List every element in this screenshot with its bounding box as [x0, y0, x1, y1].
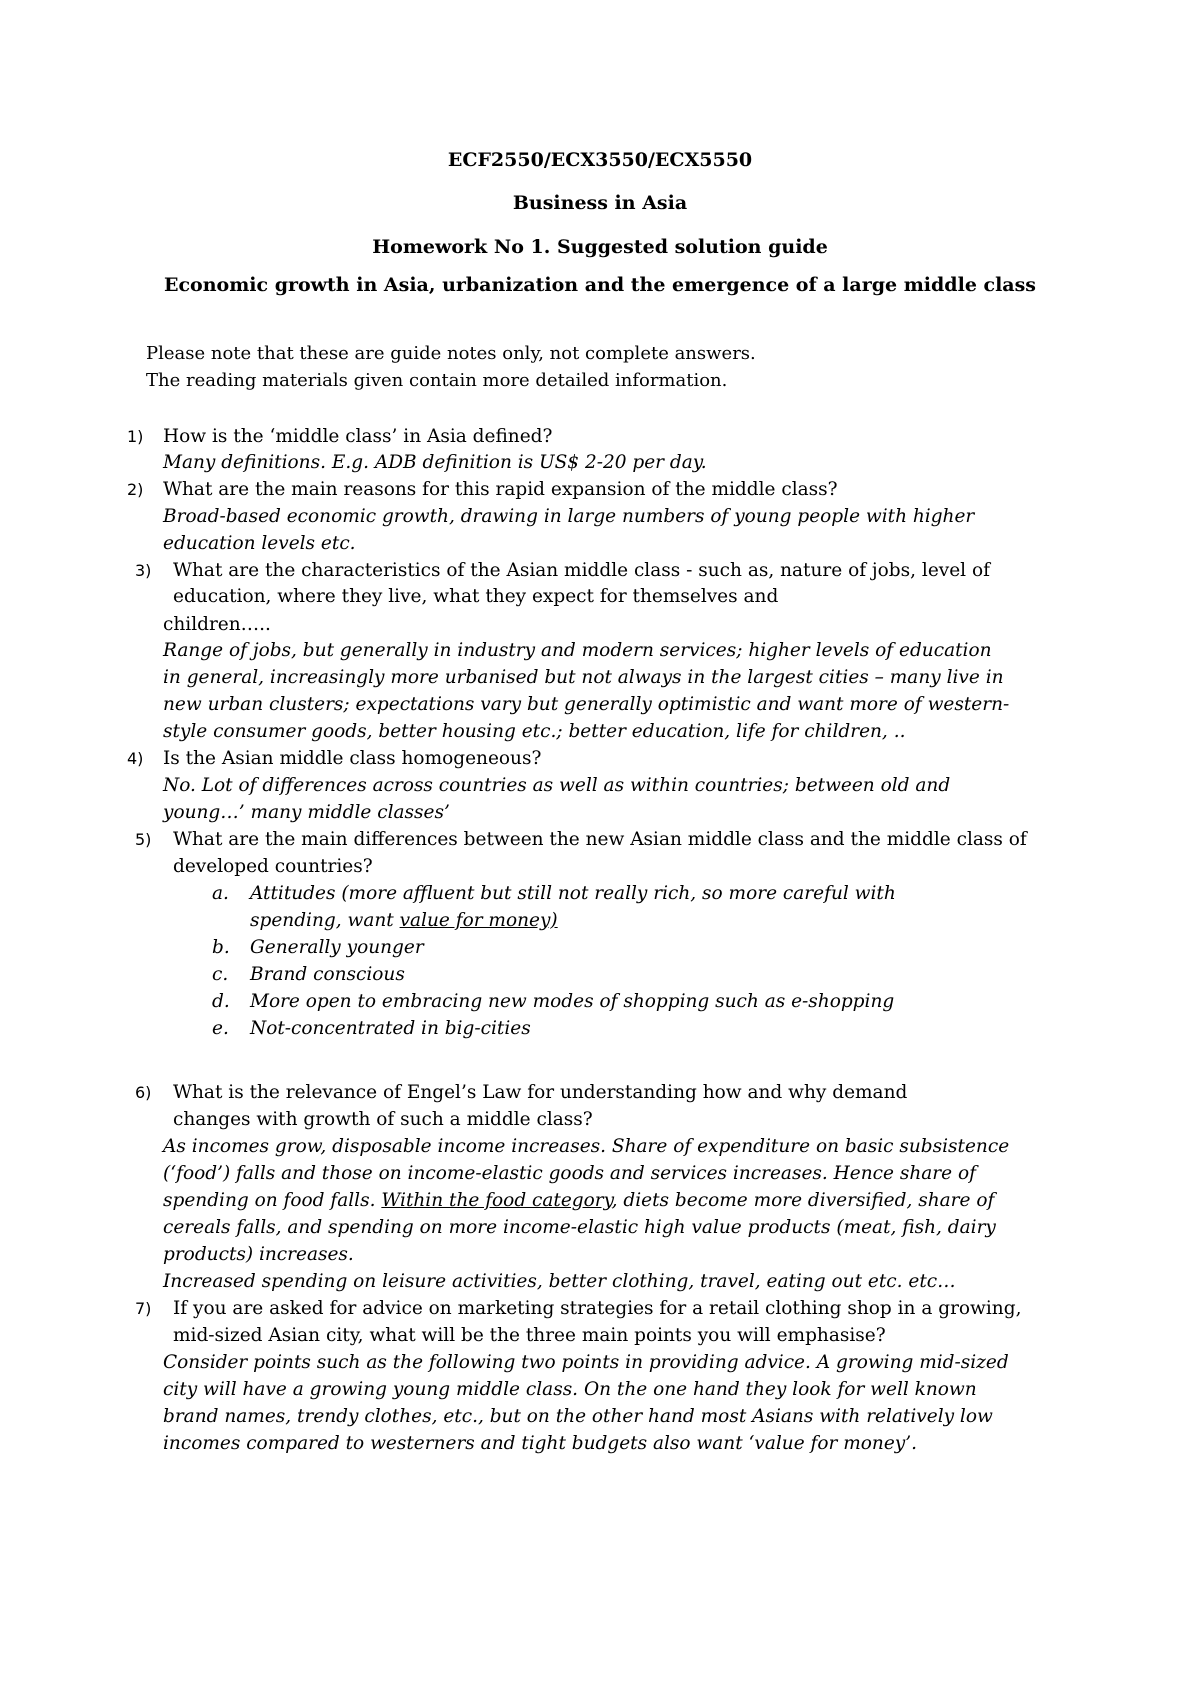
q5-item-a-underlined: value for money): [399, 910, 558, 931]
q3-question-line-1: What are the characteristics of the Asian middle class - such as, nature of jobs, level of: [173, 560, 990, 581]
q3-question-line-2: education, where they live, what they expect for themselves and: [173, 586, 779, 607]
q6-answer-line-3: [163, 1188, 994, 1214]
notice-line-2: The reading materials given contain more detailed information.: [146, 370, 728, 391]
q7-answer-line-3: brand names, trendy clothes, etc., but on the other hand most Asians with relatively low: [163, 1406, 993, 1427]
q3-answer-line-4: style consumer goods, better housing etc.; better education, life for children, ..: [163, 721, 906, 742]
q7-question-line-2: mid-sized Asian city, what will be the three main points you will emphasise?: [173, 1325, 886, 1346]
q6-answer-underlined: Within the food category: [381, 1190, 612, 1211]
q5-item-d-text: More open to embracing new modes of shopping such as e-shopping: [250, 991, 895, 1012]
q6-answer-line-1: As incomes grow, disposable income increases. Share of expenditure on basic subsistence: [163, 1136, 1010, 1157]
q3-number: 3): [135, 561, 152, 580]
q6-question-line-2: changes with growth of such a middle class?: [173, 1109, 593, 1130]
q1-question: How is the ‘middle class’ in Asia defined?: [163, 426, 553, 447]
q7-answer-line-2: city will have a growing young middle class. On the one hand they look for well known: [163, 1379, 977, 1400]
q6-number: 6): [135, 1083, 152, 1102]
q2-answer-line-1: Broad-based economic growth, drawing in large numbers of young people with higher: [163, 506, 975, 527]
q6-answer-line-3-end: , diets become more diversified, share of: [611, 1190, 995, 1211]
q6-answer-line-2: (‘food’) falls and those on income-elastic goods and services increases. Hence share of: [163, 1163, 976, 1184]
q5-item-a-line-2-text: spending, want: [250, 910, 400, 931]
q5-question-line-2: developed countries?: [173, 856, 373, 877]
q5-item-b-text: Generally younger: [250, 937, 424, 958]
q4-question: Is the Asian middle class homogeneous?: [163, 748, 542, 769]
q4-answer-line-1: No. Lot of differences across countries as well as within countries; between old and: [163, 775, 951, 796]
q5-item-b-letter: b.: [212, 937, 230, 958]
q3-answer-line-3: new urban clusters; expectations vary but generally optimistic and want more of western-: [163, 694, 1010, 715]
q6-answer-line-3-start: spending on food falls.: [163, 1190, 382, 1211]
q5-number: 5): [135, 830, 152, 849]
q1-answer: Many definitions. E.g. ADB definition is US$ 2-20 per day.: [163, 452, 707, 473]
q3-answer-line-1: Range of jobs, but generally in industry and modern services; higher levels of education: [163, 640, 992, 661]
q1-number: 1): [127, 427, 144, 446]
q5-item-d-letter: d.: [212, 991, 230, 1012]
q5-item-a-line-2: [250, 908, 558, 934]
q5-question-line-1: What are the main differences between the new Asian middle class and the middle class of: [173, 829, 1027, 850]
topic-heading: Economic growth in Asia, urbanization and the emergence of a large middle class: [163, 274, 1037, 296]
q7-answer-line-1: Consider points such as the following two points in providing advice. A growing mid-sized: [163, 1352, 1009, 1373]
notice-line-1: Please note that these are guide notes only, not complete answers.: [146, 343, 756, 364]
q5-item-e-letter: e.: [212, 1018, 229, 1039]
unit-title: Business in Asia: [512, 192, 688, 214]
q2-question: What are the main reasons for this rapid expansion of the middle class?: [163, 479, 838, 500]
q7-number: 7): [135, 1299, 152, 1318]
q4-number: 4): [127, 749, 144, 768]
q3-question-line-3: children…..: [163, 614, 271, 635]
q5-item-c-letter: c.: [212, 964, 229, 985]
q5-item-c-text: Brand conscious: [250, 964, 405, 985]
q6-answer-line-5: products) increases.: [163, 1244, 354, 1265]
q2-answer-line-2: education levels etc.: [163, 533, 356, 554]
q7-question-line-1: If you are asked for advice on marketing strategies for a retail clothing shop in a growing,: [173, 1298, 1022, 1319]
q5-item-a-line-1: Attitudes (more affluent but still not really rich, so more careful with: [250, 883, 896, 904]
q7-answer-line-4: incomes compared to westerners and tight budgets also want ‘value for money’.: [163, 1433, 917, 1454]
q2-number: 2): [127, 480, 144, 499]
q6-answer-line-4: cereals falls, and spending on more income-elastic high value products (meat, fish, dairy: [163, 1217, 996, 1238]
homework-title: Homework No 1. Suggested solution guide: [372, 236, 828, 258]
q5-item-a-letter: a.: [212, 883, 229, 904]
q6-answer-line-6: Increased spending on leisure activities, better clothing, travel, eating out etc. etc…: [163, 1271, 956, 1292]
q6-question-line-1: What is the relevance of Engel’s Law for understanding how and why demand: [173, 1082, 908, 1103]
q3-answer-line-2: in general, increasingly more urbanised but not always in the largest cities – many live in: [163, 667, 1004, 688]
q5-item-e-text: Not-concentrated in big-cities: [250, 1018, 531, 1039]
q4-answer-line-2: young…’ many middle classes’: [163, 802, 450, 823]
course-codes: ECF2550/ECX3550/ECX5550: [447, 149, 753, 171]
